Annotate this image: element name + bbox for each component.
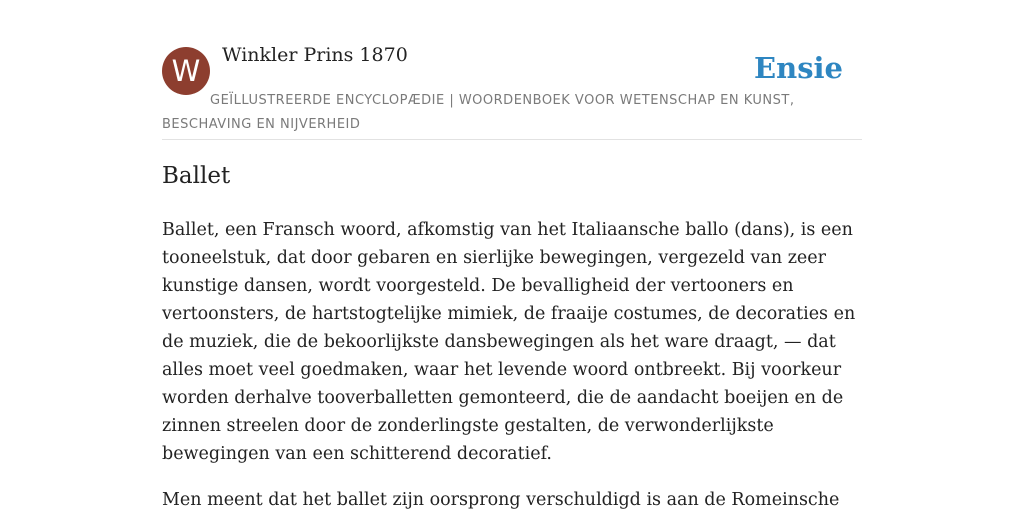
- article-title: Ballet: [162, 163, 231, 189]
- source-subtitle: GEÏLLUSTREERDE ENCYCLOPÆDIE | WOORDENBOEK VOOR WETENSCHAP EN KUNST, BESCHAVING EN NIJVERHEID: [162, 93, 795, 132]
- avatar[interactable]: W: [162, 47, 210, 95]
- source-header: [162, 0, 862, 140]
- brand-logo[interactable]: Ensie: [754, 51, 843, 85]
- source-title[interactable]: Winkler Prins 1870: [222, 44, 408, 66]
- article-paragraph: Ballet, een Fransch woord, afkomstig van het Italiaansche ballo (dans), is een tooneelstuk, dat door gebaren en sierlijke bewegingen, vergezeld van zeer kunstige dansen, wordt voorgesteld. De bevalligheid der vertooners en vertoonsters, de hartstogtelijke mimiek, de fraaije costumes, de decoraties en de muziek, die de bekoorlijkste dansbewegingen als het ware draagt, — dat alles moet veel goedmaken, waar het levende woord ontbreekt. Bij voorkeur worden derhalve tooverballetten gemonteerd, die de aandacht boeijen en de zinnen streelen door de zonderlingste gestalten, de verwonderlijkste bewegingen van een schitterend decoratief.: [162, 220, 856, 464]
- content-container: [162, 0, 862, 510]
- article-body: [162, 216, 862, 512]
- article-paragraph: Men meent dat het ballet zijn oorsprong verschuldigd is aan de Romeinsche: [162, 490, 840, 510]
